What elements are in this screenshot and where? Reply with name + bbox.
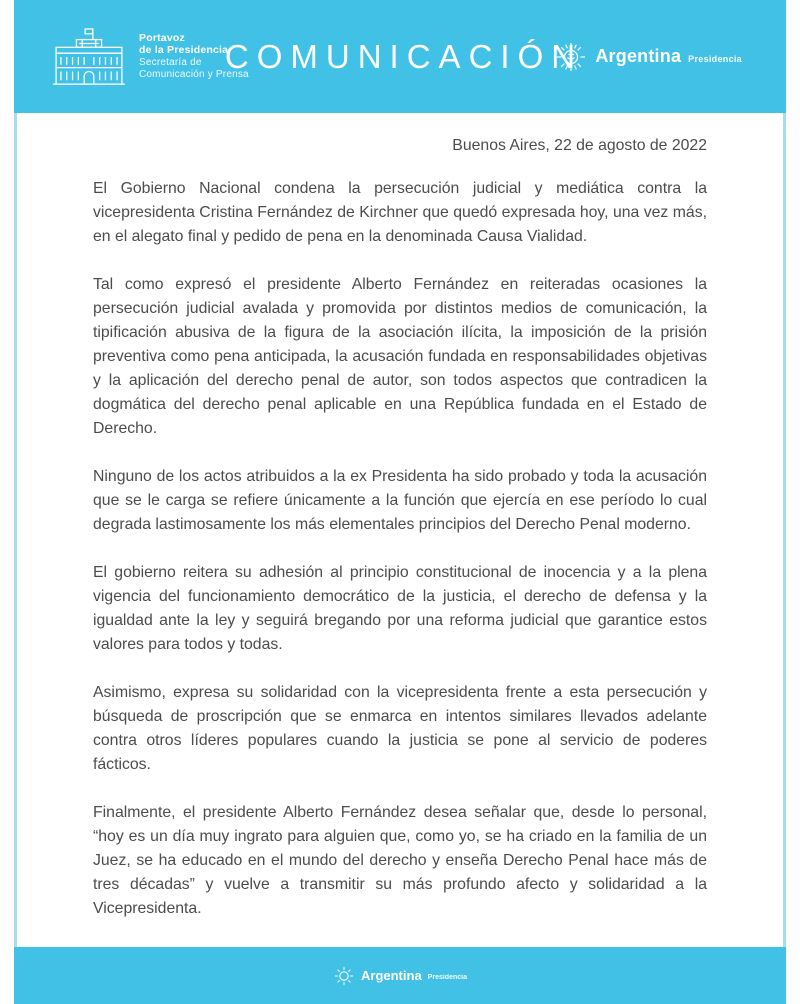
paragraph-2: Tal como expresó el presidente Alberto Fernández en reiteradas ocasiones la persecución judicial avalada y promovida por distintos medios de comunicación, la tipificación abusiva de la figura de la asociación ilícita, la imposición de la prisión preventiva como pena anticipada, la acusación fundada en responsabilidades objetivas y la aplicación del derecho penal de autor, son todos aspectos que contradicen la dogmática del derecho penal aplicable en una República fundada en el Estado de Derecho. bbox=[93, 276, 707, 437]
paragraph-3: Ninguno de los actos atribuidos a la ex Presidenta ha sido probado y toda la acusación que se le carga se refiere únicamente a la función que ejercía en ese período lo cual degrada lastimosamente los más elementales principios del Derecho Penal moderno. bbox=[93, 468, 707, 533]
portavoz-line2: de la Presidencia bbox=[139, 44, 229, 56]
argentina-presidencia-logo bbox=[554, 0, 742, 113]
page-frame bbox=[14, 0, 786, 1004]
page-title: COMUNICACIÓN bbox=[224, 37, 584, 75]
paragraph-6: Finalmente, el presidente Alberto Fernández desea señalar que, desde lo personal, “hoy es un día muy ingrato para alguien que, como yo, se ha criado en la familia de un Juez, se ha educado en el mundo del derecho y enseña Derecho Penal hace más de tres décadas” y vuelve a transmitir su más profundo afecto y solidaridad a la Vicepresidenta. bbox=[93, 804, 707, 917]
footer-band bbox=[14, 947, 786, 1004]
footer-argentina-wordmark: Argentina bbox=[361, 968, 422, 983]
paragraph-1: El Gobierno Nacional condena la persecución judicial y mediática contra la vicepresidenta Cristina Fernández de Kirchner que quedó expresada hoy, una vez más, en el alegato final y pedido de pena en la denominada Causa Vialidad. bbox=[93, 180, 707, 245]
sun-of-may-icon bbox=[554, 34, 588, 80]
portavoz-line4: Comunicación y Prensa bbox=[139, 69, 249, 80]
paragraph-5: Asimismo, expresa su solidaridad con la vicepresidenta frente a esta persecución y búsqueda de proscripción que se enmarca en intentos similares llevados adelante contra otros líderes populares cuando la justicia se pone al servicio de poderes fácticos. bbox=[93, 684, 707, 773]
header-band bbox=[14, 0, 786, 113]
paragraph-4: El gobierno reitera su adhesión al principio constitucional de inocencia y a la plena vigencia del funcionamiento democrático de la justicia, el derecho de defensa y la igualdad ante la ley y seguirá bregando por una reforma judicial que garantice estos valores para todos y todas. bbox=[93, 564, 707, 653]
presidencia-wordmark: Presidencia bbox=[688, 54, 742, 64]
letter-body bbox=[14, 113, 786, 947]
footer-argentina-logo bbox=[333, 960, 467, 992]
sun-of-may-icon bbox=[333, 960, 355, 992]
argentina-wordmark: Argentina bbox=[595, 46, 682, 66]
portavoz-line3: Secretaría de bbox=[139, 56, 202, 68]
dateline: Buenos Aires, 22 de agosto de 2022 bbox=[452, 137, 707, 154]
portavoz-line1: Portavoz bbox=[139, 31, 185, 44]
footer-presidencia-wordmark: Presidencia bbox=[427, 973, 467, 981]
